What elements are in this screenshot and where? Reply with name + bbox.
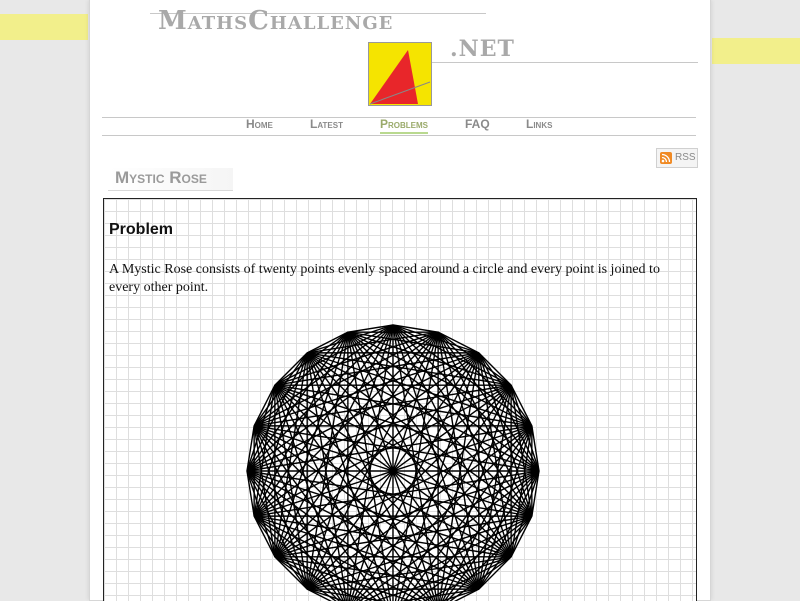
nav-item-links[interactable]: Links: [526, 117, 553, 131]
site-logo-text[interactable]: MathsChallenge: [158, 6, 394, 36]
decorative-tape-left: [0, 14, 88, 40]
main-nav: [102, 114, 696, 136]
decorative-tape-right: [712, 38, 800, 64]
nav-item-faq[interactable]: FAQ: [465, 117, 490, 131]
section-heading: Problem: [109, 221, 174, 238]
nav-item-problems[interactable]: Problems: [380, 117, 428, 134]
page-title: Mystic Rose: [108, 168, 233, 191]
site-logo-icon[interactable]: [368, 42, 432, 106]
mystic-rose-figure: [245, 323, 541, 601]
nav-item-latest[interactable]: Latest: [310, 117, 343, 131]
page-container: [90, 0, 710, 600]
rss-icon: [660, 152, 672, 164]
rss-label: RSS: [675, 152, 696, 163]
problem-content-panel: [103, 198, 697, 601]
rss-button[interactable]: [656, 148, 698, 168]
header-rule-right: [432, 62, 698, 63]
nav-item-home[interactable]: Home: [246, 117, 273, 131]
site-logo-suffix: .NET: [450, 36, 515, 62]
problem-text: A Mystic Rose consists of twenty points evenly spaced around a circle and every point is joined to every other point.: [109, 262, 660, 295]
